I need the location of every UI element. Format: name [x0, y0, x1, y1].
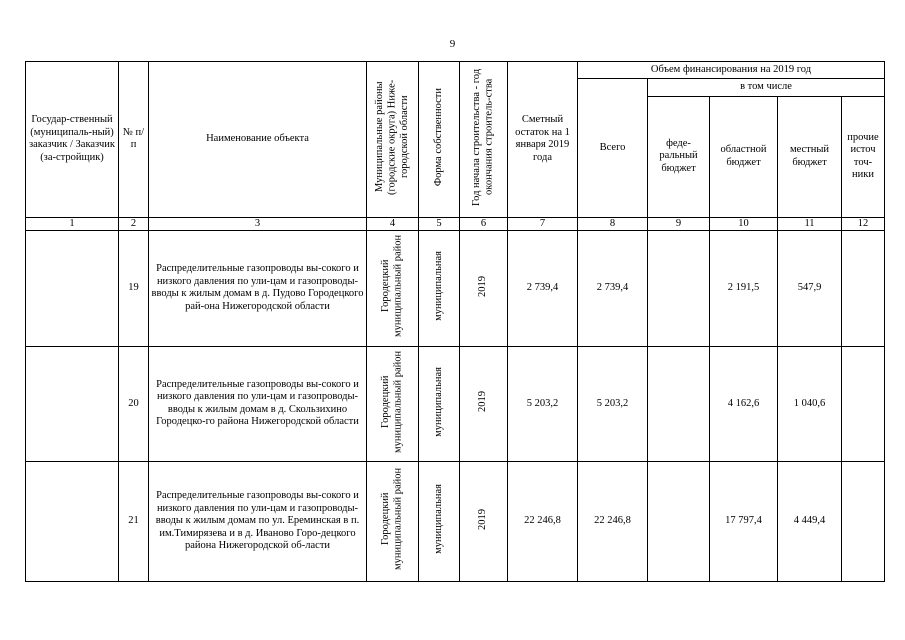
header-ownership-cell: [419, 62, 460, 218]
cell-district-cell: [367, 346, 419, 462]
header-object-name: Наименование объекта: [149, 62, 367, 218]
cell-regional: 17 797,4: [710, 462, 778, 582]
page-number: 9: [449, 38, 456, 50]
financing-table: [25, 61, 885, 582]
column-number: 6: [460, 217, 508, 231]
column-number: 2: [119, 217, 149, 231]
column-number: 3: [149, 217, 367, 231]
cell-balance: 22 246,8: [508, 462, 578, 582]
cell-other: [842, 462, 885, 582]
header-district: Муниципальные районы (городские округа) Ниже-городской области: [373, 79, 410, 195]
column-number: 11: [778, 217, 842, 231]
cell-no: 21: [119, 462, 149, 582]
cell-federal: [648, 346, 710, 462]
cell-customer: [26, 231, 119, 347]
cell-object-name: Распределительные газопроводы вы-сокого и низкого давления по ули-цам и газопроводы-вводы к жилым домам по ул. Ереминская в п. им.Тимирязева и в д. Иваново Горо-децкого района Нижегородской об-ласти: [149, 462, 367, 582]
header-estimated-balance: Сметный остаток на 1 января 2019 года: [508, 62, 578, 218]
cell-years: 2019: [477, 391, 489, 412]
cell-ownership-cell: [419, 231, 460, 347]
header-including: в том числе: [648, 79, 885, 97]
cell-object-name: Распределительные газопроводы вы-сокого и низкого давления по ули-цам и газопроводы-вводы к жилым домам в д. Пудово Городецкого рай-она Нижегородской области: [149, 231, 367, 347]
cell-local: 4 449,4: [778, 462, 842, 582]
cell-district-cell: [367, 462, 419, 582]
column-number: 7: [508, 217, 578, 231]
header-customer: Государ-ственный (муниципаль-ный) заказчик / Заказчик (за-стройщик): [26, 62, 119, 218]
cell-customer: [26, 462, 119, 582]
column-number-row: [26, 217, 885, 231]
cell-customer: [26, 346, 119, 462]
cell-regional: 2 191,5: [710, 231, 778, 347]
header-district-cell: [367, 62, 419, 218]
cell-district-cell: [367, 231, 419, 347]
cell-district: Городецкий муниципальный район: [380, 234, 404, 338]
header-years: Год начала строительства - год окончания строитель-ства: [471, 68, 495, 206]
table-row: [26, 462, 885, 582]
cell-federal: [648, 231, 710, 347]
cell-total: 22 246,8: [578, 462, 648, 582]
cell-years-cell: [460, 346, 508, 462]
header-financing: Объем финансирования на 2019 год: [578, 62, 885, 79]
cell-years: 2019: [477, 275, 489, 297]
header-federal: феде-ральный бюджет: [648, 96, 710, 217]
table-row: [26, 231, 885, 347]
cell-years-cell: [460, 231, 508, 347]
header-regional: областной бюджет: [710, 96, 778, 217]
cell-other: [842, 346, 885, 462]
cell-years: 2019: [477, 508, 489, 530]
header-years-cell: [460, 62, 508, 218]
column-number: 12: [842, 217, 885, 231]
cell-district: Городецкий муниципальный район: [380, 468, 404, 571]
cell-regional: 4 162,6: [710, 346, 778, 462]
cell-ownership: муниципальная: [432, 251, 444, 321]
cell-local: 547,9: [778, 231, 842, 347]
column-number: 1: [26, 217, 119, 231]
header-local: местный бюджет: [778, 96, 842, 217]
column-number: 4: [367, 217, 419, 231]
header-ownership: Форма собственности: [432, 87, 444, 187]
header-total: Всего: [578, 79, 648, 218]
cell-federal: [648, 462, 710, 582]
cell-total: 2 739,4: [578, 231, 648, 347]
column-number: 8: [578, 217, 648, 231]
cell-no: 20: [119, 346, 149, 462]
column-number: 10: [710, 217, 778, 231]
cell-balance: 2 739,4: [508, 231, 578, 347]
cell-balance: 5 203,2: [508, 346, 578, 462]
header-no: № п/п: [119, 62, 149, 218]
cell-object-name: Распределительные газопроводы вы-сокого и низкого давления по ули-цам и газопроводы-вводы к жилым домам в д. Скользихино Городецко-го района Нижегородской области: [149, 346, 367, 462]
column-number: 5: [419, 217, 460, 231]
cell-other: [842, 231, 885, 347]
table-row: [26, 346, 885, 462]
cell-ownership-cell: [419, 346, 460, 462]
cell-local: 1 040,6: [778, 346, 842, 462]
cell-ownership: муниципальная: [432, 366, 444, 437]
column-number: 9: [648, 217, 710, 231]
cell-ownership: муниципальная: [432, 484, 444, 555]
cell-ownership-cell: [419, 462, 460, 582]
cell-years-cell: [460, 462, 508, 582]
cell-district: Городецкий муниципальный район: [380, 350, 404, 453]
cell-no: 19: [119, 231, 149, 347]
header-other: прочие источ точ-ники: [842, 96, 885, 217]
cell-total: 5 203,2: [578, 346, 648, 462]
